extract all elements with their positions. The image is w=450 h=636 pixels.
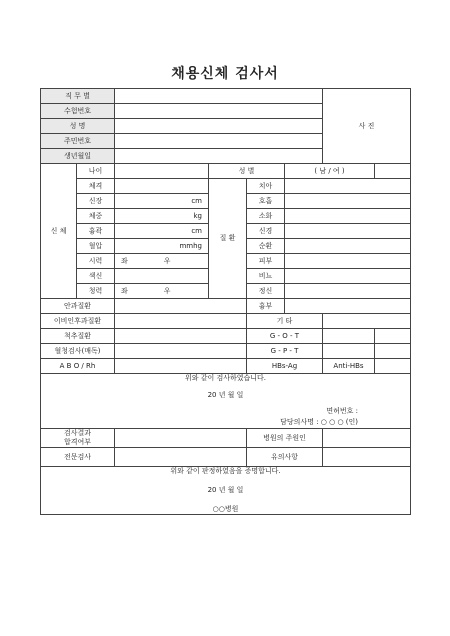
- circulation-field[interactable]: [285, 239, 411, 254]
- eye-disease-label: 안과질환: [41, 299, 115, 314]
- serum-test-label: 혈청검사(매독): [41, 344, 115, 359]
- certification-block: [41, 374, 411, 429]
- height-label: 신장: [77, 194, 115, 209]
- got-field[interactable]: [323, 329, 375, 344]
- hearing-right: 우: [163, 286, 171, 295]
- sex-label: 성 별: [209, 164, 285, 179]
- job-type-label: 직 무 별: [41, 89, 115, 104]
- nerve-label: 신경: [247, 224, 285, 239]
- digestive-field[interactable]: [285, 209, 411, 224]
- respiratory-label: 호흡: [247, 194, 285, 209]
- sex-field[interactable]: ( 남 / 여 ): [285, 164, 375, 179]
- blood-pressure-label: 혈압: [77, 239, 115, 254]
- eye-disease-field[interactable]: [115, 299, 247, 314]
- hearing-left: 좌: [121, 286, 128, 295]
- document-title: 채용신체 검사서: [171, 66, 279, 82]
- nerve-field[interactable]: [285, 224, 411, 239]
- chest-exam-label: 흉부: [247, 299, 285, 314]
- job-type-field[interactable]: [115, 89, 323, 104]
- specialist-exam-label: 전문검사: [41, 448, 115, 467]
- abo-rh-field[interactable]: [115, 359, 247, 374]
- build-label: 체격: [77, 179, 115, 194]
- birth-date-field[interactable]: [115, 149, 323, 164]
- height-field[interactable]: cm: [115, 194, 209, 209]
- chest-exam-field[interactable]: [285, 299, 411, 314]
- skin-label: 피부: [247, 254, 285, 269]
- build-field[interactable]: [115, 179, 209, 194]
- abo-rh-label: A B O / Rh: [41, 359, 115, 374]
- color-vision-label: 색신: [77, 269, 115, 284]
- result-field[interactable]: [115, 429, 247, 448]
- disease-section-label: 질 환: [209, 179, 247, 299]
- digestive-label: 소화: [247, 209, 285, 224]
- ent-disease-label: 이비인후과질환: [41, 314, 115, 329]
- respiratory-field[interactable]: [285, 194, 411, 209]
- specialist-exam-field[interactable]: [115, 448, 247, 467]
- notes-label: 유의사항: [247, 448, 323, 467]
- urinary-label: 비뇨: [247, 269, 285, 284]
- name-field[interactable]: [115, 119, 323, 134]
- vision-field[interactable]: [115, 254, 209, 269]
- empty-cell: [375, 164, 411, 179]
- circulation-label: 순환: [247, 239, 285, 254]
- mental-label: 정신: [247, 284, 285, 299]
- hbsag-label: HBs-Ag: [247, 359, 323, 374]
- skin-field[interactable]: [285, 254, 411, 269]
- photo-box: 사 진: [323, 89, 411, 164]
- final-date: 20 년 월 일: [207, 486, 244, 494]
- teeth-field[interactable]: [285, 179, 411, 194]
- other-field[interactable]: [323, 314, 411, 329]
- age-label: 나이: [77, 164, 115, 179]
- hearing-field[interactable]: [115, 284, 209, 299]
- ent-disease-field[interactable]: [115, 314, 247, 329]
- doctor-name: 담당의사명 : ○ ○ ○ (인): [280, 418, 358, 426]
- got-label: G - O - T: [247, 329, 323, 344]
- id-number-label: 주민번호: [41, 134, 115, 149]
- urinary-field[interactable]: [285, 269, 411, 284]
- got-extra[interactable]: [375, 329, 411, 344]
- weight-label: 체중: [77, 209, 115, 224]
- anti-hbs-field[interactable]: [375, 359, 411, 374]
- final-statement: 위와 같이 판정하였음을 증명합니다.: [170, 467, 281, 475]
- hospital-opinion-field[interactable]: [323, 429, 411, 448]
- anti-hbs-label: Anti-HBs: [323, 359, 375, 374]
- gpt-field[interactable]: [323, 344, 375, 359]
- chest-field[interactable]: cm: [115, 224, 209, 239]
- blood-pressure-field[interactable]: mmhg: [115, 239, 209, 254]
- birth-date-label: 생년월일: [41, 149, 115, 164]
- hearing-label: 청력: [77, 284, 115, 299]
- vision-left: 좌: [121, 256, 128, 265]
- name-label: 성 명: [41, 119, 115, 134]
- weight-field[interactable]: kg: [115, 209, 209, 224]
- mental-field[interactable]: [285, 284, 411, 299]
- notes-field[interactable]: [323, 448, 411, 467]
- color-vision-field[interactable]: [115, 269, 209, 284]
- age-field[interactable]: [115, 164, 209, 179]
- id-number-field[interactable]: [115, 134, 323, 149]
- spine-disease-field[interactable]: [115, 329, 247, 344]
- result-label: 검사결과 합격여부: [41, 429, 115, 448]
- exam-number-label: 수험번호: [41, 104, 115, 119]
- chest-label: 흉곽: [77, 224, 115, 239]
- spine-disease-label: 척추질환: [41, 329, 115, 344]
- final-certification-block: [41, 467, 411, 515]
- body-section-label: 신 체: [41, 164, 77, 299]
- gpt-label: G - P - T: [247, 344, 323, 359]
- serum-test-field[interactable]: [115, 344, 247, 359]
- other-label: 기 타: [247, 314, 323, 329]
- license-number: 면허번호 :: [326, 407, 358, 415]
- hospital-name: ○○병원: [212, 505, 239, 513]
- medical-exam-form: [40, 88, 411, 515]
- exam-number-field[interactable]: [115, 104, 323, 119]
- hospital-opinion-label: 병원의 주원인: [247, 429, 323, 448]
- teeth-label: 치아: [247, 179, 285, 194]
- certify-date: 20 년 월 일: [207, 391, 244, 399]
- certify-statement: 위와 같이 검사하였습니다.: [184, 374, 267, 382]
- gpt-extra[interactable]: [375, 344, 411, 359]
- vision-label: 시력: [77, 254, 115, 269]
- vision-right: 우: [163, 256, 171, 265]
